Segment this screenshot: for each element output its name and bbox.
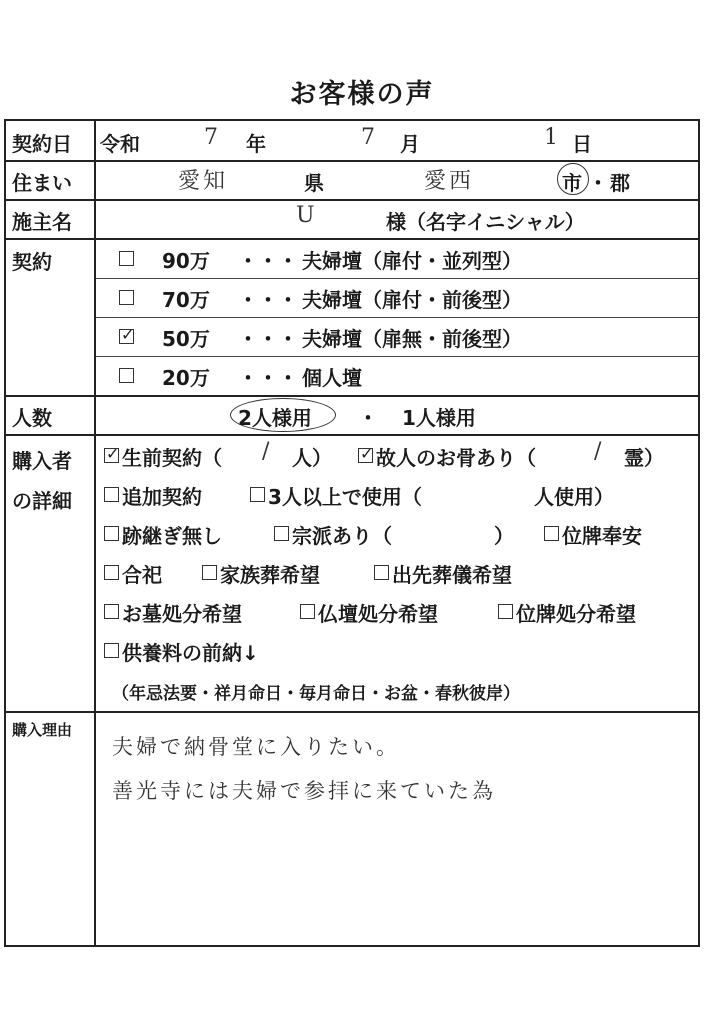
separator-dot: ・ bbox=[358, 406, 378, 430]
plan-description: 夫婦壇（扉無・前後型） bbox=[302, 327, 522, 351]
plan-dots: ・・・ bbox=[238, 366, 298, 390]
grave-disposal-label: お墓処分希望 bbox=[122, 602, 242, 626]
year-unit: 年 bbox=[246, 132, 266, 156]
day-value[interactable]: 1 bbox=[544, 125, 561, 150]
buyer-details-label: 購入者 bbox=[12, 449, 72, 473]
ihai-disposal-label: 位牌処分希望 bbox=[516, 602, 636, 626]
district-option[interactable]: 郡 bbox=[610, 171, 630, 195]
plan-divider bbox=[96, 278, 698, 279]
prepay-label: 供養料の前納↓ bbox=[122, 641, 259, 665]
plan-checkbox[interactable] bbox=[119, 290, 134, 305]
separator-dot: ・ bbox=[588, 171, 608, 195]
sect-checkbox[interactable] bbox=[274, 526, 289, 541]
plan-price: 50万 bbox=[162, 327, 210, 351]
row-divider bbox=[6, 160, 698, 162]
prepay-checkbox[interactable] bbox=[104, 643, 119, 658]
plan-checkbox[interactable] bbox=[119, 368, 134, 383]
no-heir-checkbox[interactable] bbox=[104, 526, 119, 541]
dispatch-funeral-label: 出先葬儀希望 bbox=[392, 563, 512, 587]
altar-disposal-label: 仏壇処分希望 bbox=[318, 602, 438, 626]
contract-date-label: 契約日 bbox=[12, 132, 72, 156]
additional-checkbox[interactable] bbox=[104, 487, 119, 502]
remains-unit: 霊） bbox=[624, 446, 664, 470]
customer-initial-value[interactable]: U bbox=[296, 203, 318, 228]
plan-price: 20万 bbox=[162, 366, 210, 390]
dispatch-funeral-checkbox[interactable] bbox=[374, 565, 389, 580]
month-value[interactable]: 7 bbox=[361, 125, 378, 150]
buyer-details-label-2: の詳細 bbox=[12, 489, 72, 513]
living-contract-label: 生前契約（ bbox=[122, 446, 222, 470]
row-divider bbox=[6, 711, 698, 713]
reason-line-2[interactable]: 善光寺には夫婦で参拝に来ていた為 bbox=[112, 779, 496, 803]
plan-description: 夫婦壇（扉付・並列型） bbox=[302, 249, 522, 273]
city-value[interactable]: 愛西 bbox=[424, 169, 475, 194]
reason-label: 購入理由 bbox=[12, 721, 73, 739]
customer-name-suffix: 様（名字イニシャル） bbox=[386, 210, 585, 234]
row-divider bbox=[6, 238, 698, 240]
month-unit: 月 bbox=[400, 132, 420, 156]
plan-description: 個人壇 bbox=[302, 366, 362, 390]
contract-label: 契約 bbox=[12, 250, 52, 274]
three-plus-checkbox[interactable] bbox=[250, 487, 265, 502]
plan-price: 70万 bbox=[162, 288, 210, 312]
additional-label: 追加契約 bbox=[122, 485, 202, 509]
prefecture-unit: 県 bbox=[304, 171, 324, 195]
family-funeral-label: 家族葬希望 bbox=[220, 563, 320, 587]
ihai-label: 位牌奉安 bbox=[562, 524, 642, 548]
check-mark-icon: ✓ bbox=[121, 325, 135, 344]
ihai-checkbox[interactable] bbox=[544, 526, 559, 541]
page-title: お客様の声 bbox=[289, 79, 435, 110]
ihai-disposal-checkbox[interactable] bbox=[498, 604, 513, 619]
residence-label: 住まい bbox=[12, 171, 72, 195]
people-option-2[interactable]: 2人様用 bbox=[238, 406, 312, 430]
plan-divider bbox=[96, 317, 698, 318]
three-plus-unit: 人使用） bbox=[534, 485, 614, 509]
row-divider bbox=[6, 434, 698, 436]
plan-divider bbox=[96, 356, 698, 357]
gosi-label: 合祀 bbox=[122, 563, 162, 587]
people-option-1[interactable]: 1人様用 bbox=[402, 406, 476, 430]
plan-dots: ・・・ bbox=[238, 249, 298, 273]
sect-close: ） bbox=[494, 524, 514, 548]
plan-description: 夫婦壇（扉付・前後型） bbox=[302, 288, 522, 312]
living-contract-unit: 人） bbox=[292, 446, 332, 470]
gosi-checkbox[interactable] bbox=[104, 565, 119, 580]
survey-form bbox=[4, 119, 700, 947]
plan-price: 90万 bbox=[162, 249, 210, 273]
remains-label: 故人のお骨あり（ bbox=[376, 446, 536, 470]
prepay-note: （年忌法要・祥月命日・毎月命日・お盆・春秋彼岸） bbox=[112, 684, 520, 704]
grave-disposal-checkbox[interactable] bbox=[104, 604, 119, 619]
living-contract-count[interactable]: / bbox=[262, 439, 273, 464]
remains-count[interactable]: / bbox=[594, 439, 605, 464]
altar-disposal-checkbox[interactable] bbox=[300, 604, 315, 619]
reason-line-1[interactable]: 夫婦で納骨堂に入りたい。 bbox=[112, 735, 400, 759]
row-divider bbox=[6, 199, 698, 201]
year-value[interactable]: 7 bbox=[204, 125, 221, 150]
family-funeral-checkbox[interactable] bbox=[202, 565, 217, 580]
people-label: 人数 bbox=[12, 406, 52, 430]
three-plus-label: 3人以上で使用（ bbox=[268, 485, 422, 509]
plan-dots: ・・・ bbox=[238, 327, 298, 351]
check-mark-icon: ✓ bbox=[106, 444, 120, 463]
prefecture-value[interactable]: 愛知 bbox=[178, 169, 229, 194]
era-label: 令和 bbox=[100, 132, 140, 156]
plan-dots: ・・・ bbox=[238, 288, 298, 312]
label-column-divider bbox=[94, 121, 96, 945]
day-unit: 日 bbox=[572, 132, 592, 156]
plan-checkbox[interactable] bbox=[119, 251, 134, 266]
city-option[interactable]: 市 bbox=[562, 171, 582, 195]
no-heir-label: 跡継ぎ無し bbox=[122, 524, 222, 548]
row-divider bbox=[6, 395, 698, 397]
check-mark-icon: ✓ bbox=[360, 444, 374, 463]
customer-name-label: 施主名 bbox=[12, 210, 72, 234]
sect-label: 宗派あり（ bbox=[292, 524, 392, 548]
